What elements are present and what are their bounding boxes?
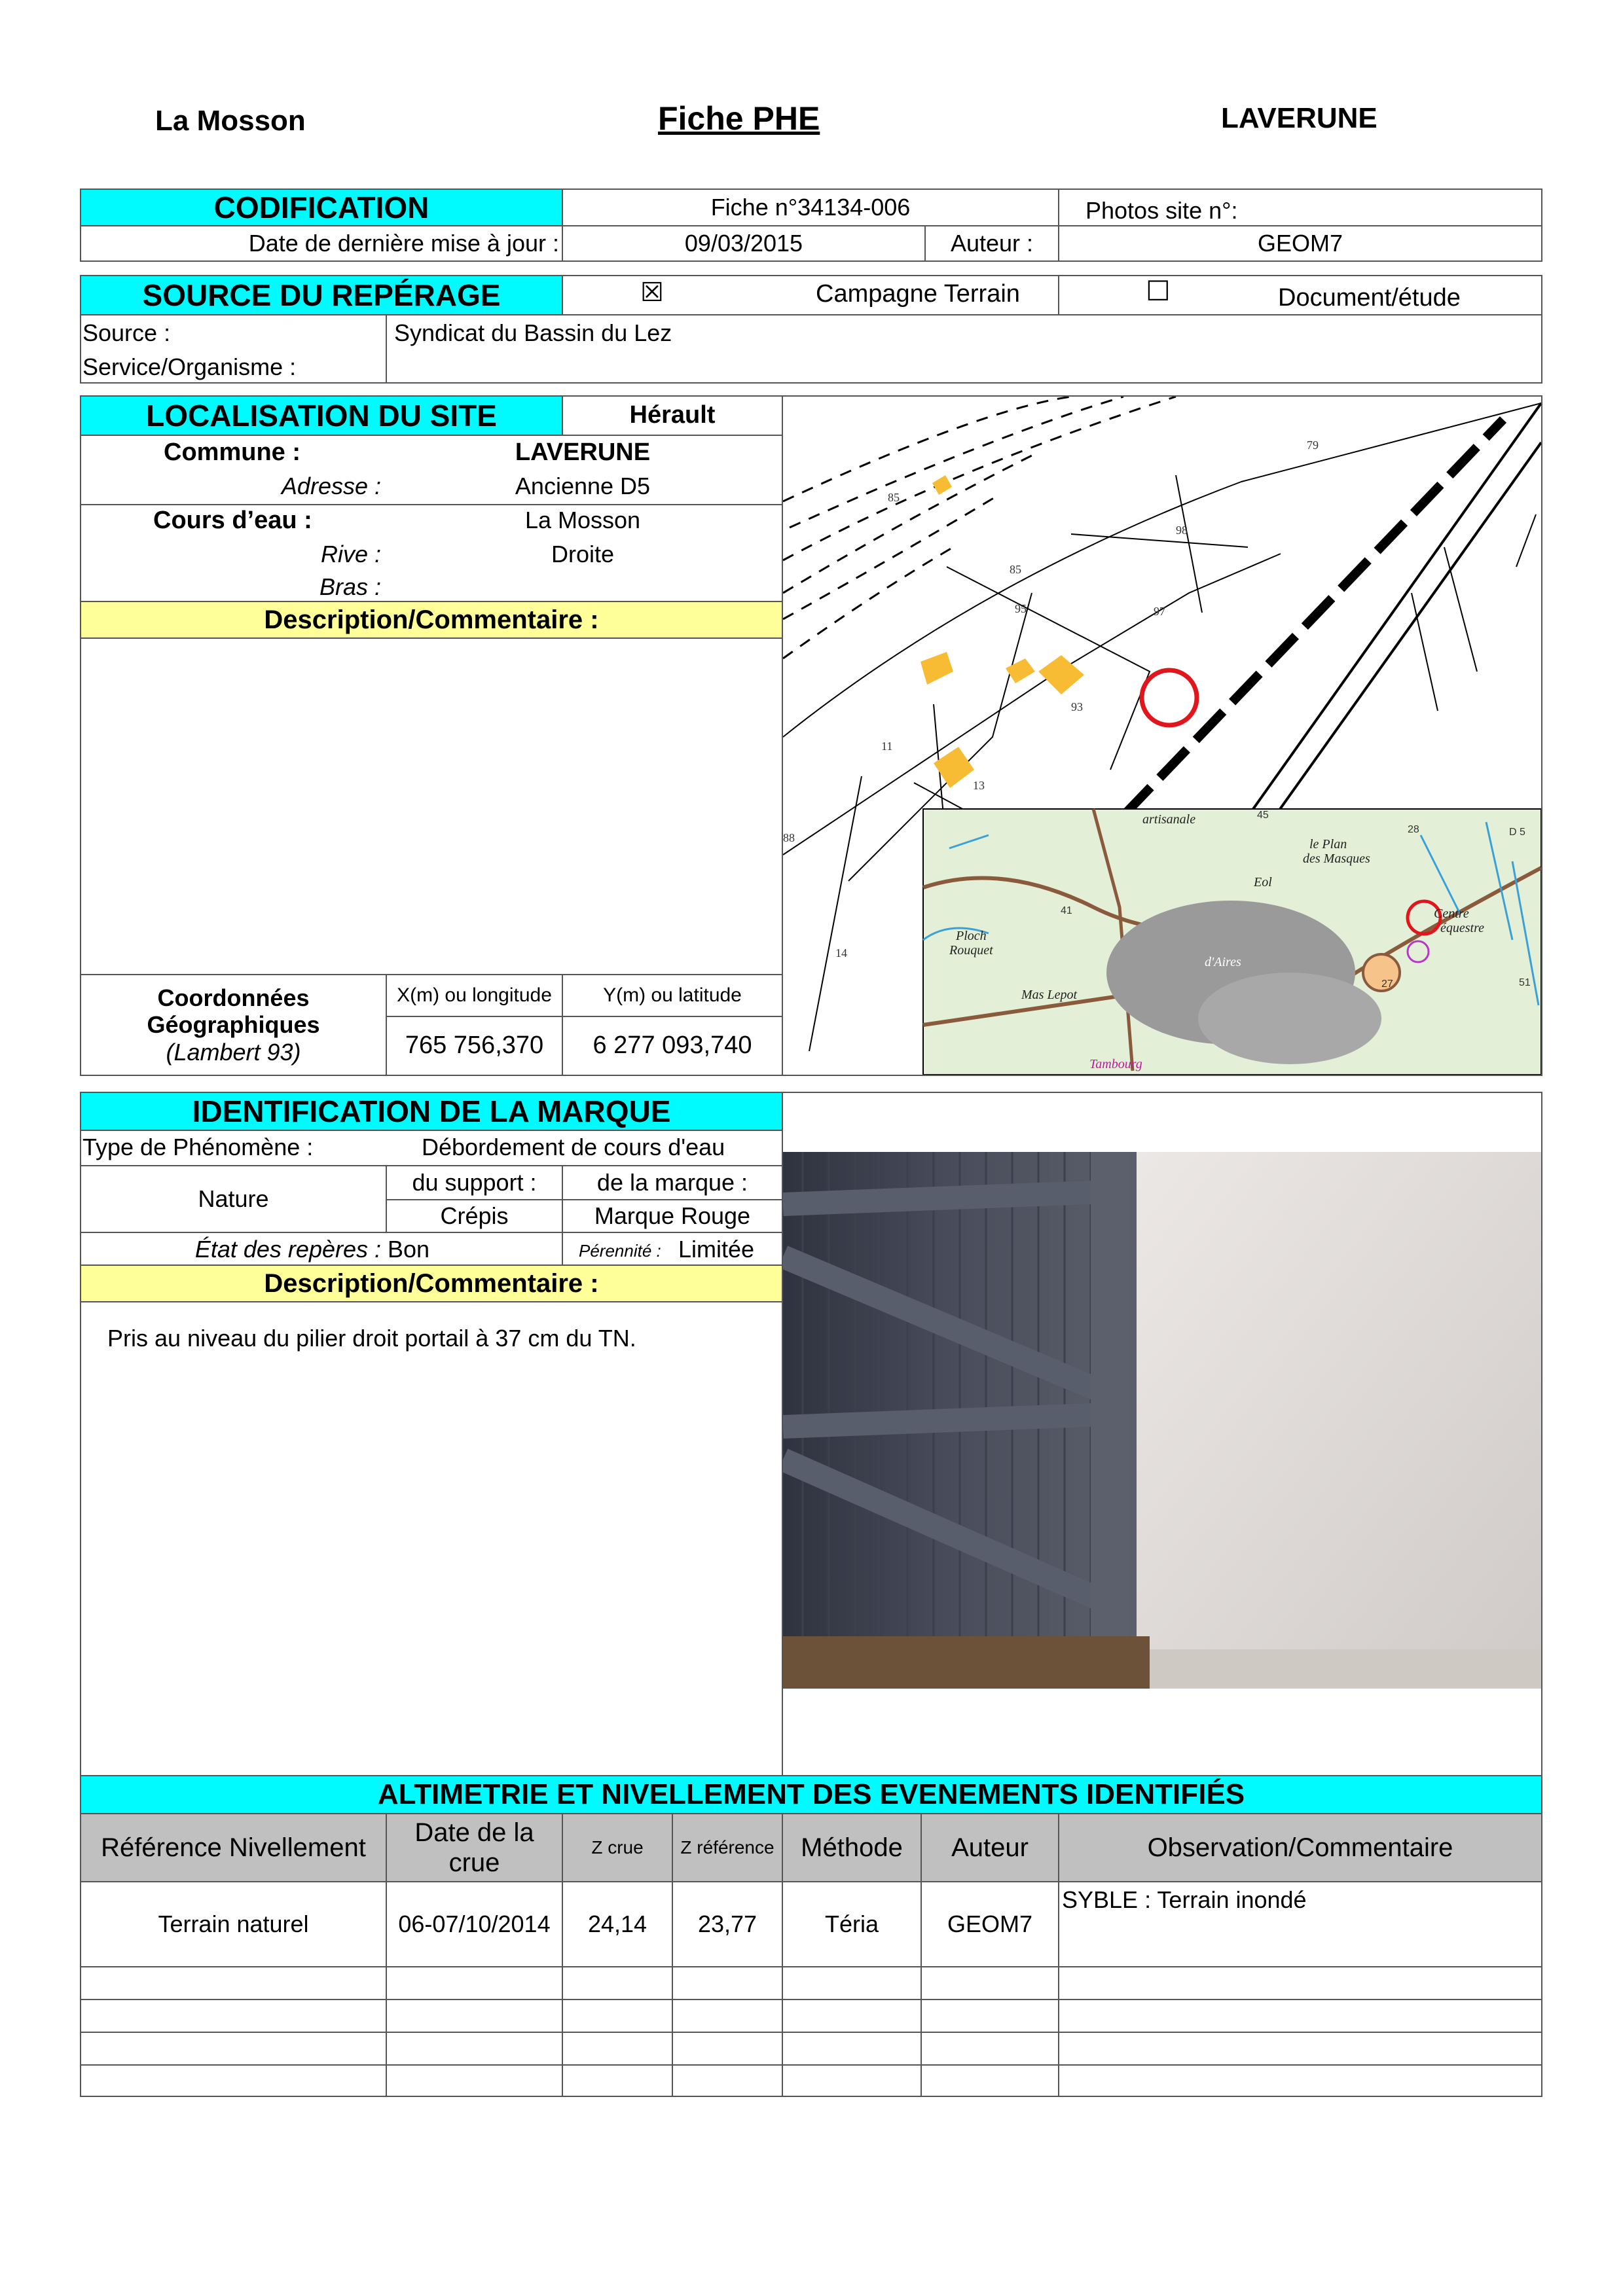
empty-cell bbox=[1058, 2032, 1542, 2066]
svg-text:Rouquet: Rouquet bbox=[949, 943, 993, 958]
coord-label-cell bbox=[80, 974, 387, 1076]
svg-text:Tambourg: Tambourg bbox=[1089, 1057, 1142, 1071]
header-auteur: Auteur bbox=[921, 1813, 1059, 1882]
empty-cell bbox=[782, 1999, 922, 2033]
localisation-desc-area[interactable] bbox=[80, 637, 783, 975]
perennite-label: Pérennité : bbox=[579, 1241, 661, 1261]
svg-text:Ploch: Ploch bbox=[956, 929, 987, 943]
etat-value: Bon bbox=[388, 1236, 430, 1263]
empty-cell bbox=[80, 1966, 387, 2000]
svg-text:Mas Lepot: Mas Lepot bbox=[1021, 988, 1077, 1002]
svg-text:des Masques: des Masques bbox=[1303, 852, 1370, 866]
svg-text:27: 27 bbox=[1381, 978, 1393, 990]
header-z-crue: Z crue bbox=[562, 1813, 673, 1882]
svg-text:51: 51 bbox=[1519, 977, 1531, 988]
svg-text:d'Aires: d'Aires bbox=[1205, 955, 1241, 969]
support-label: du support : bbox=[386, 1165, 563, 1200]
svg-text:98: 98 bbox=[1176, 524, 1188, 537]
svg-text:14: 14 bbox=[835, 946, 847, 960]
empty-cell bbox=[80, 2032, 387, 2066]
site-photo bbox=[783, 1152, 1541, 1689]
empty-cell bbox=[386, 1966, 563, 2000]
etat-label: État des repères : bbox=[194, 1236, 381, 1263]
row-auteur: GEOM7 bbox=[921, 1881, 1059, 1967]
rive-value: Droite bbox=[551, 541, 615, 567]
type-value: Débordement de cours d'eau bbox=[422, 1134, 725, 1160]
coord-label-3: (Lambert 93) bbox=[166, 1038, 301, 1066]
identification-desc-title: Description/Commentaire : bbox=[80, 1265, 783, 1302]
auteur-label: Auteur : bbox=[924, 225, 1059, 262]
type-label: Type de Phénomène : bbox=[82, 1134, 314, 1160]
empty-cell bbox=[921, 2064, 1059, 2097]
photos-label: Photos site n°: bbox=[1058, 188, 1542, 226]
header-reference: Référence Nivellement bbox=[80, 1813, 387, 1882]
localisation-title: LOCALISATION DU SITE bbox=[80, 395, 563, 436]
header-date: Date de la crue bbox=[386, 1813, 563, 1882]
y-value: 6 277 093,740 bbox=[562, 1016, 783, 1076]
empty-cell bbox=[80, 1999, 387, 2033]
empty-cell bbox=[672, 1999, 783, 2033]
svg-text:93: 93 bbox=[1071, 700, 1083, 713]
header-left: La Mosson bbox=[155, 105, 306, 137]
source-title: SOURCE DU REPÉRAGE bbox=[80, 275, 563, 315]
row-reference: Terrain naturel bbox=[80, 1881, 387, 1967]
identification-title: IDENTIFICATION DE LA MARQUE bbox=[80, 1092, 783, 1131]
svg-text:artisanale: artisanale bbox=[1142, 812, 1196, 827]
svg-text:28: 28 bbox=[1408, 824, 1419, 835]
cadastre-map bbox=[783, 397, 1541, 1075]
fiche-number: Fiche n°34134-006 bbox=[562, 188, 1059, 226]
row-date: 06-07/10/2014 bbox=[386, 1881, 563, 1967]
svg-text:97: 97 bbox=[1154, 605, 1165, 618]
header-methode: Méthode bbox=[782, 1813, 922, 1882]
checkbox-checked-icon[interactable]: ☒ bbox=[640, 278, 664, 307]
empty-cell bbox=[672, 2064, 783, 2097]
empty-cell bbox=[562, 2032, 673, 2066]
svg-text:13: 13 bbox=[973, 779, 985, 792]
row-z-crue: 24,14 bbox=[562, 1881, 673, 1967]
empty-cell bbox=[1058, 1966, 1542, 2000]
perennite-value: Limitée bbox=[678, 1236, 755, 1263]
marque-label: de la marque : bbox=[562, 1165, 783, 1200]
commune-label: Commune : bbox=[164, 439, 301, 466]
svg-text:équestre: équestre bbox=[1440, 921, 1485, 935]
x-value: 765 756,370 bbox=[386, 1016, 563, 1076]
altimetrie-title: ALTIMETRIE ET NIVELLEMENT DES EVENEMENTS IDENTIFIÉS bbox=[80, 1775, 1542, 1814]
row-z-reference: 23,77 bbox=[672, 1881, 783, 1967]
date-label: Date de dernière mise à jour : bbox=[80, 225, 563, 262]
support-value: Crépis bbox=[386, 1199, 563, 1233]
service-label: Service/Organisme : bbox=[82, 353, 297, 380]
document-etude-label: Document/étude bbox=[1278, 284, 1461, 312]
identification-desc-area[interactable] bbox=[80, 1301, 783, 1778]
header-observation: Observation/Commentaire bbox=[1058, 1813, 1542, 1882]
empty-cell bbox=[921, 1966, 1059, 2000]
empty-cell bbox=[672, 1966, 783, 2000]
empty-cell bbox=[1058, 2064, 1542, 2097]
source-label: Source : bbox=[82, 319, 171, 346]
adresse-value: Ancienne D5 bbox=[515, 473, 651, 499]
svg-text:le Plan: le Plan bbox=[1309, 837, 1347, 852]
campagne-terrain-label: Campagne Terrain bbox=[816, 280, 1020, 308]
svg-text:Eol: Eol bbox=[1254, 875, 1272, 889]
svg-text:41: 41 bbox=[1061, 905, 1072, 916]
empty-cell bbox=[782, 1966, 922, 2000]
nature-label: Nature bbox=[80, 1165, 387, 1233]
empty-cell bbox=[386, 2064, 563, 2097]
empty-cell bbox=[386, 2032, 563, 2066]
bras-label: Bras : bbox=[319, 573, 381, 600]
empty-cell bbox=[782, 2032, 922, 2066]
svg-text:85: 85 bbox=[888, 491, 900, 504]
cours-label: Cours d’eau : bbox=[153, 507, 312, 534]
svg-text:79: 79 bbox=[1307, 439, 1319, 452]
empty-cell bbox=[672, 2032, 783, 2066]
row-observation: SYBLE : Terrain inondé bbox=[1058, 1881, 1542, 1967]
codification-title: CODIFICATION bbox=[80, 188, 563, 226]
svg-text:45: 45 bbox=[1257, 810, 1269, 821]
marque-value: Marque Rouge bbox=[562, 1199, 783, 1233]
svg-text:11: 11 bbox=[881, 740, 893, 753]
date-value: 09/03/2015 bbox=[562, 225, 926, 262]
y-label: Y(m) ou latitude bbox=[562, 974, 783, 1017]
checkbox-unchecked-icon[interactable]: ☐ bbox=[1146, 276, 1171, 306]
localisation-desc-title: Description/Commentaire : bbox=[80, 601, 783, 639]
auteur-value: GEOM7 bbox=[1058, 225, 1542, 262]
empty-cell bbox=[562, 2064, 673, 2097]
cours-value: La Mosson bbox=[524, 507, 641, 533]
svg-text:85: 85 bbox=[1010, 563, 1021, 576]
rive-label: Rive : bbox=[320, 541, 381, 567]
empty-cell bbox=[386, 1999, 563, 2033]
svg-text:D 5: D 5 bbox=[1509, 827, 1525, 838]
departement: Hérault bbox=[562, 395, 783, 436]
empty-cell bbox=[921, 1999, 1059, 2033]
coord-label-2: Géographiques bbox=[147, 1011, 320, 1039]
svg-text:Centre: Centre bbox=[1434, 906, 1469, 921]
empty-cell bbox=[562, 1999, 673, 2033]
source-value: Syndicat du Bassin du Lez bbox=[394, 319, 672, 346]
header-right: LAVERUNE bbox=[1221, 102, 1377, 134]
adresse-label: Adresse : bbox=[281, 473, 381, 499]
commune-value: LAVERUNE bbox=[515, 439, 651, 466]
x-label: X(m) ou longitude bbox=[386, 974, 563, 1017]
empty-cell bbox=[921, 2032, 1059, 2066]
coord-label-1: Coordonnées bbox=[157, 984, 310, 1011]
empty-cell bbox=[80, 2064, 387, 2097]
svg-text:95: 95 bbox=[1015, 602, 1027, 615]
empty-cell bbox=[562, 1966, 673, 2000]
identification-desc-text: Pris au niveau du pilier droit portail à 37 cm du TN. bbox=[107, 1325, 636, 1352]
svg-text:88: 88 bbox=[783, 831, 795, 844]
page-title: Fiche PHE bbox=[658, 100, 820, 137]
empty-cell bbox=[782, 2064, 922, 2097]
row-methode: Téria bbox=[782, 1881, 922, 1967]
header-z-reference: Z référence bbox=[672, 1813, 783, 1882]
empty-cell bbox=[1058, 1999, 1542, 2033]
